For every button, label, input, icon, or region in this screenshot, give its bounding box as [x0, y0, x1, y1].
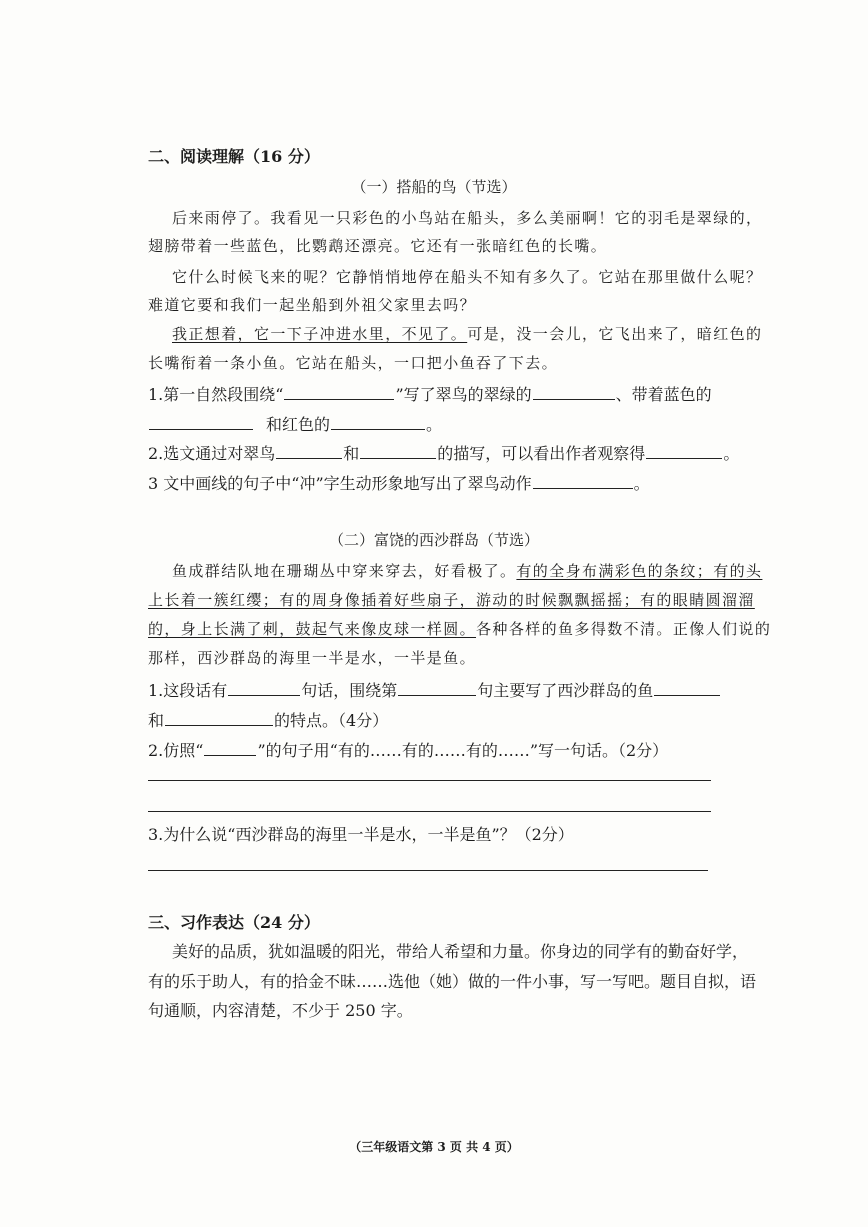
question-text: ”写了翠鸟的翠绿的 [395, 385, 532, 404]
answer-blank[interactable] [165, 709, 273, 726]
passage1-line: 它什么时候飞来的呢？它静悄悄地停在船头不知有多久了。它站在那里做什么呢？ [172, 268, 763, 286]
answer-blank[interactable] [398, 679, 476, 696]
answer-line[interactable] [148, 870, 708, 871]
question-2-1 [148, 679, 721, 701]
writing-prompt-line: 句通顺，内容清楚，不少于 250 字。 [148, 1001, 413, 1020]
question-1-3 [148, 472, 650, 494]
question-text: 和红色的 [266, 415, 331, 434]
passage2-line: 那样，西沙群岛的海里一半是水，一半是鱼。 [148, 649, 477, 667]
question-text: 句主要写了西沙群岛的鱼 [477, 681, 654, 700]
passage1-line: 长嘴衔着一条小鱼。它站在船头，一口把小鱼吞了下去。 [148, 354, 559, 372]
answer-blank[interactable] [360, 442, 436, 459]
passage-text: 各种各样的鱼多得数不清。正像人们说的 [476, 620, 772, 638]
passage2-line [172, 561, 762, 581]
underlined-sentence: 有的全身布满彩色的条纹；有的头 [516, 562, 763, 580]
question-text: 。 [723, 444, 740, 463]
passage2-title: （二）富饶的西沙群岛（节选） [328, 531, 539, 549]
answer-blank[interactable] [284, 383, 394, 400]
section-heading-writing: 三、习作表达（24 分） [148, 913, 320, 932]
answer-blank[interactable] [533, 383, 615, 400]
answer-blank[interactable] [204, 739, 256, 756]
passage1-line: 翅膀带着一些蓝色，比鹦鹉还漂亮。它还有一张暗红色的长嘴。 [148, 237, 608, 255]
answer-blank[interactable] [228, 679, 300, 696]
section-heading-reading: 二、阅读理解（16 分） [148, 147, 320, 166]
question-2-3: 3.为什么说“西沙群岛的海里一半是水，一半是鱼”？（2分） [148, 825, 574, 844]
writing-prompt-line: 美好的品质，犹如温暖的阳光，带给人希望和力量。你身边的同学有的勤奋好学， [172, 942, 749, 961]
question-text: 和 [148, 711, 165, 730]
question-text: 的特点。（4分） [274, 711, 389, 730]
question-1-2 [148, 442, 739, 464]
question-text: 和 [343, 444, 360, 463]
answer-blank[interactable] [276, 442, 342, 459]
passage1-line: 后来雨停了。我看见一只彩色的小鸟站在船头，多么美丽啊！它的羽毛是翠绿的， [172, 209, 763, 227]
answer-blank[interactable] [331, 413, 425, 430]
question-2-1-cont [148, 709, 388, 731]
question-text: 。 [426, 415, 443, 434]
page-footer: （三年级语文第 3 页 共 4 页） [349, 1140, 519, 1154]
passage2-line [148, 590, 755, 610]
passage2-line [148, 619, 771, 639]
answer-blank[interactable] [646, 442, 722, 459]
answer-blank[interactable] [654, 679, 720, 696]
underlined-sentence: 的，身上长满了刺，鼓起气来像皮球一样圆。 [148, 620, 477, 638]
passage1-title: （一）搭船的鸟（节选） [351, 178, 517, 196]
question-text: 的描写，可以看出作者观察得 [437, 444, 646, 463]
passage1-line-underlined [172, 324, 762, 344]
question-1-1-cont [148, 413, 442, 435]
answer-line[interactable] [148, 811, 711, 812]
question-1-1 [148, 383, 712, 405]
answer-blank[interactable] [149, 413, 253, 430]
answer-blank[interactable] [533, 472, 633, 489]
question-text: 3 文中画线的句子中“冲”字生动形象地写出了翠鸟动作 [148, 474, 532, 493]
underlined-sentence: 我正想着，它一下子冲进水里，不见了。 [172, 325, 468, 343]
question-text: 。 [633, 474, 650, 493]
question-text: 2.仿照“ [148, 741, 204, 760]
question-text: 句话，围绕第 [301, 681, 398, 700]
answer-line[interactable] [148, 780, 711, 781]
question-text: 、带着蓝色的 [615, 385, 712, 404]
underlined-sentence: 上长着一簇红缨；有的周身像插着好些扇子，游动的时候飘飘摇摇；有的眼睛圆溜溜 [148, 591, 755, 609]
question-text: 1.这段话有 [148, 681, 228, 700]
question-2-2 [148, 739, 668, 761]
passage-text: 鱼成群结队地在珊瑚丛中穿来穿去，好看极了。 [172, 562, 517, 580]
question-text: 1.第一自然段围绕“ [148, 385, 284, 404]
passage-text: 可是，没一会儿，它飞出来了，暗红色的 [467, 325, 763, 343]
question-text: ”的句子用“有的……有的……有的……”写一句话。（2分） [257, 741, 669, 760]
passage1-line: 难道它要和我们一起坐船到外祖父家里去吗？ [148, 296, 477, 314]
writing-prompt-line: 有的乐于助人，有的拾金不昧……选他（她）做的一件小事，写一写吧。题目自拟，语 [148, 972, 757, 991]
question-text: 2.选文通过对翠鸟 [148, 444, 276, 463]
